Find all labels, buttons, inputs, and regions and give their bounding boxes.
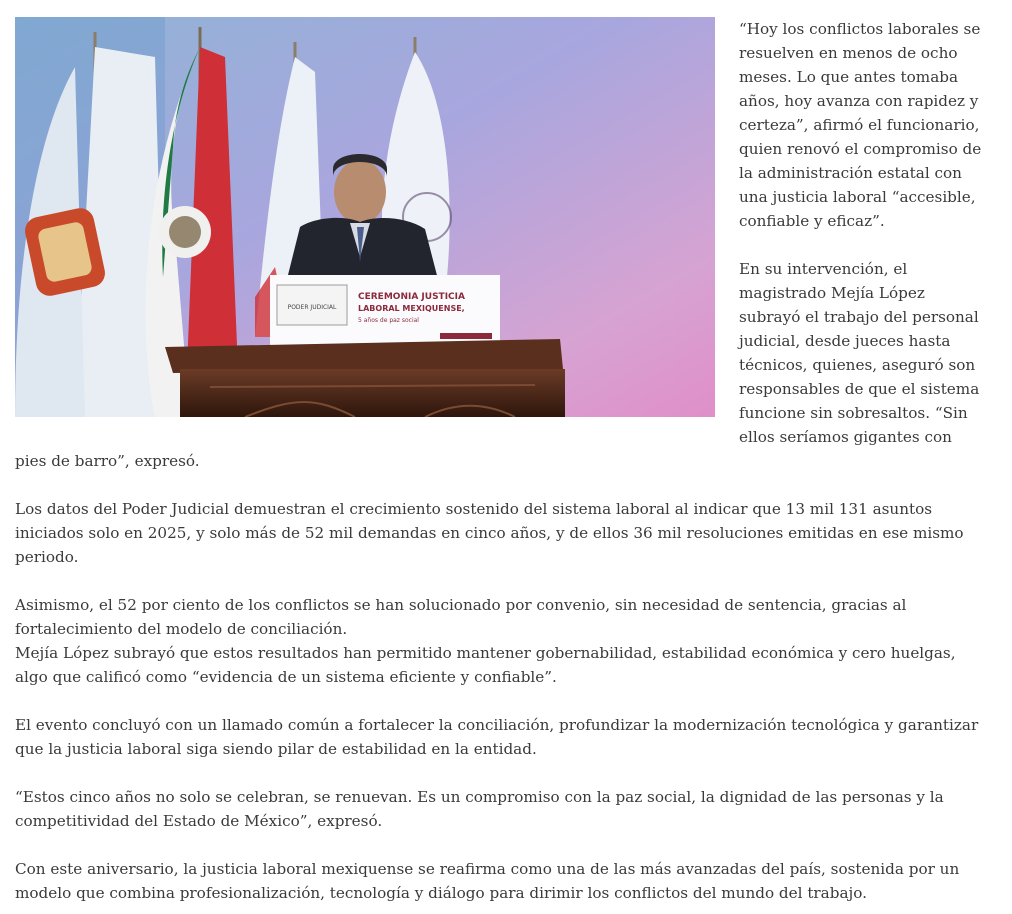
paragraph-anniversary-quote: “Estos cinco años no solo se celebran, se renuevan. Es un compromiso con la paz social, la dignidad de las personas y la competitividad del Estado de México”, expresó. xyxy=(15,788,944,830)
event-photo xyxy=(15,17,715,417)
plaque-text: PODER JUDICIAL xyxy=(287,304,337,311)
paragraph-conciliation: Asimismo, el 52 por ciento de los conflictos se han solucionado por convenio, sin necesidad de sentencia, gracias al fortalecimiento del modelo de conciliación. xyxy=(15,596,907,638)
paragraph-event-conclusion: El evento concluyó con un llamado común a fortalecer la conciliación, profundizar la modernización tecnológica y garantizar que la justicia laboral siga siendo pilar de estabilidad en la entidad. xyxy=(15,716,979,758)
sign-line-1: CEREMONIA JUSTICIA xyxy=(358,292,465,302)
sign-line-2: LABORAL MEXIQUENSE, xyxy=(358,304,465,313)
paragraph-closing: Con este aniversario, la justicia laboral mexiquense se reafirma como una de las más avanzadas del país, sostenida por un modelo que combina profesionalización, tecnología y diálogo para dirimir los conflictos del mundo del trabajo. xyxy=(15,860,960,902)
event-photo-illustration xyxy=(15,17,715,417)
paragraph-quote-conflicts: “Hoy los conflictos laborales se resuelven en menos de ocho meses. Lo que antes tomaba años, hoy avanza con rapidez y certeza”, afirmó el funcionario, quien renovó el compromiso de la administración estatal con una justicia laboral “accesible, confiable y eficaz”. xyxy=(739,20,982,230)
paragraph-magistrate-intervention: En su intervención, el magistrado Mejía López subrayó el trabajo del personal judicial, desde jueces hasta técnicos, quienes, aseguró son responsables de que el sistema funcione sin sobresaltos. “Sin ellos seríamos gigantes con pies de barro”, expresó. xyxy=(15,260,980,470)
paragraph-judicial-data: Los datos del Poder Judicial demuestran el crecimiento sostenido del sistema laboral al indicar que 13 mil 131 asuntos iniciados solo en 2025, y solo más de 52 mil demandas en cinco años, y de ellos 36 mil resoluciones emitidas en ese mismo periodo. xyxy=(15,500,964,566)
paragraph-governability: Mejía López subrayó que estos resultados han permitido mantener gobernabilidad, estabilidad económica y cero huelgas, algo que calificó como “evidencia de un sistema eficiente y confiable”. xyxy=(15,644,956,686)
sign-line-3: 5 años de paz social xyxy=(358,317,419,324)
